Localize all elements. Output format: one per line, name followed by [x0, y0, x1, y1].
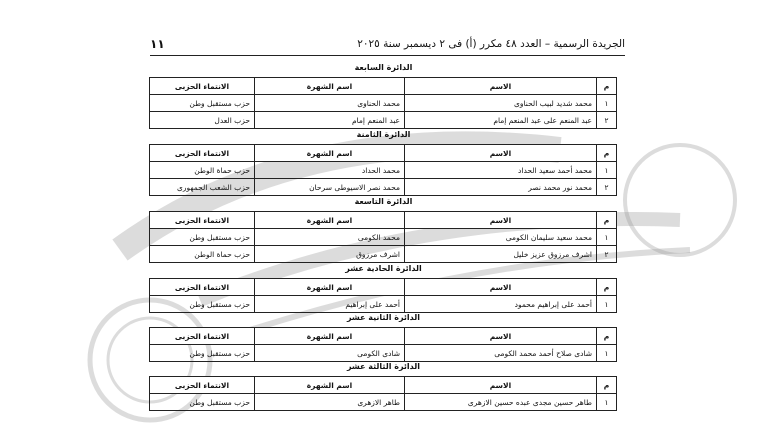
table-row	[150, 394, 617, 411]
col-header-party: الانتماء الحزبى	[150, 212, 255, 229]
district-section	[150, 262, 617, 313]
col-header-num: م	[597, 328, 617, 345]
gazette-title: الجريدة الرسمية – العدد ٤٨ مكرر (أ) فى ٢ ديسمبر سنة ٢٠٢٥	[357, 38, 625, 50]
col-header-fame: اسم الشهرة	[255, 377, 405, 394]
col-header-num: م	[597, 78, 617, 95]
cell-party: حزب مستقبل وطن	[150, 394, 255, 411]
candidates-table	[149, 77, 617, 129]
table-row	[150, 345, 617, 362]
col-header-party: الانتماء الحزبى	[150, 328, 255, 345]
table-row	[150, 179, 617, 196]
cell-num: ١	[597, 95, 617, 112]
district-title: الدائرة التاسعة	[354, 197, 413, 206]
table-row	[150, 162, 617, 179]
district-title: الدائرة الحادية عشر	[345, 264, 422, 273]
cell-party: حزب مستقبل وطن	[150, 296, 255, 313]
district-section	[150, 311, 617, 362]
cell-num: ١	[597, 345, 617, 362]
cell-fame: عبد المنعم إمام	[255, 112, 405, 129]
table-header-row	[150, 78, 617, 95]
col-header-party: الانتماء الحزبى	[150, 279, 255, 296]
cell-num: ٢	[597, 112, 617, 129]
col-header-name: الاسم	[405, 328, 597, 345]
cell-fame: اشرف مرزوق	[255, 246, 405, 263]
col-header-num: م	[597, 279, 617, 296]
candidates-table	[149, 327, 617, 362]
cell-party: حزب مستقبل وطن	[150, 229, 255, 246]
cell-name: اشرف مرزوق عزيز خليل	[405, 246, 597, 263]
cell-name: عبد المنعم على عبد المنعم إمام	[405, 112, 597, 129]
cell-num: ٢	[597, 179, 617, 196]
col-header-name: الاسم	[405, 212, 597, 229]
col-header-num: م	[597, 212, 617, 229]
col-header-num: م	[597, 145, 617, 162]
table-row	[150, 95, 617, 112]
table-header-row	[150, 328, 617, 345]
candidates-table	[149, 144, 617, 196]
cell-fame: أحمد على إبراهيم	[255, 296, 405, 313]
col-header-name: الاسم	[405, 377, 597, 394]
col-header-num: م	[597, 377, 617, 394]
district-title: الدائرة الثامنة	[356, 130, 411, 139]
table-row	[150, 246, 617, 263]
col-header-name: الاسم	[405, 78, 597, 95]
cell-name: محمد نور محمد نصر	[405, 179, 597, 196]
cell-fame: شادى الكومى	[255, 345, 405, 362]
table-row	[150, 112, 617, 129]
candidates-table	[149, 278, 617, 313]
col-header-fame: اسم الشهرة	[255, 328, 405, 345]
col-header-name: الاسم	[405, 145, 597, 162]
cell-fame: محمد الحناوى	[255, 95, 405, 112]
table-row	[150, 229, 617, 246]
cell-fame: محمد الحداد	[255, 162, 405, 179]
cell-num: ٢	[597, 246, 617, 263]
cell-fame: طاهر الازهرى	[255, 394, 405, 411]
table-header-row	[150, 279, 617, 296]
cell-name: طاهر حسين مجدى عبده حسين الازهرى	[405, 394, 597, 411]
col-header-party: الانتماء الحزبى	[150, 377, 255, 394]
table-row	[150, 296, 617, 313]
page-header	[150, 36, 625, 54]
district-section	[150, 360, 617, 411]
cell-party: حزب حماة الوطن	[150, 162, 255, 179]
cell-party: حزب مستقبل وطن	[150, 95, 255, 112]
col-header-fame: اسم الشهرة	[255, 145, 405, 162]
cell-num: ١	[597, 296, 617, 313]
cell-name: شادى صلاح أحمد محمد الكومى	[405, 345, 597, 362]
district-section	[150, 128, 617, 196]
cell-num: ١	[597, 394, 617, 411]
cell-party: حزب حماة الوطن	[150, 246, 255, 263]
district-title: الدائرة الثالثة عشر	[346, 362, 421, 371]
cell-name: محمد أحمد سعيد الحداد	[405, 162, 597, 179]
cell-num: ١	[597, 229, 617, 246]
table-header-row	[150, 212, 617, 229]
header-divider	[150, 55, 625, 56]
col-header-party: الانتماء الحزبى	[150, 145, 255, 162]
cell-name: محمد شديد لبيب الحناوى	[405, 95, 597, 112]
cell-party: حزب العدل	[150, 112, 255, 129]
col-header-fame: اسم الشهرة	[255, 78, 405, 95]
col-header-name: الاسم	[405, 279, 597, 296]
district-section	[150, 195, 617, 263]
page-number: ١١	[150, 37, 165, 51]
district-title: الدائرة الثانية عشر	[346, 313, 421, 322]
col-header-fame: اسم الشهرة	[255, 279, 405, 296]
district-section	[150, 61, 617, 129]
col-header-fame: اسم الشهرة	[255, 212, 405, 229]
candidates-table	[149, 376, 617, 411]
cell-fame: محمد الكومى	[255, 229, 405, 246]
cell-fame: محمد نصر الاسيوطى سرحان	[255, 179, 405, 196]
cell-num: ١	[597, 162, 617, 179]
table-header-row	[150, 377, 617, 394]
table-header-row	[150, 145, 617, 162]
candidates-table	[149, 211, 617, 263]
district-title: الدائرة السابعة	[354, 63, 413, 72]
cell-name: محمد سعيد سليمان الكومى	[405, 229, 597, 246]
cell-party: حزب الشعب الجمهورى	[150, 179, 255, 196]
cell-name: أحمد على إبراهيم محمود	[405, 296, 597, 313]
col-header-party: الانتماء الحزبى	[150, 78, 255, 95]
cell-party: حزب مستقبل وطن	[150, 345, 255, 362]
